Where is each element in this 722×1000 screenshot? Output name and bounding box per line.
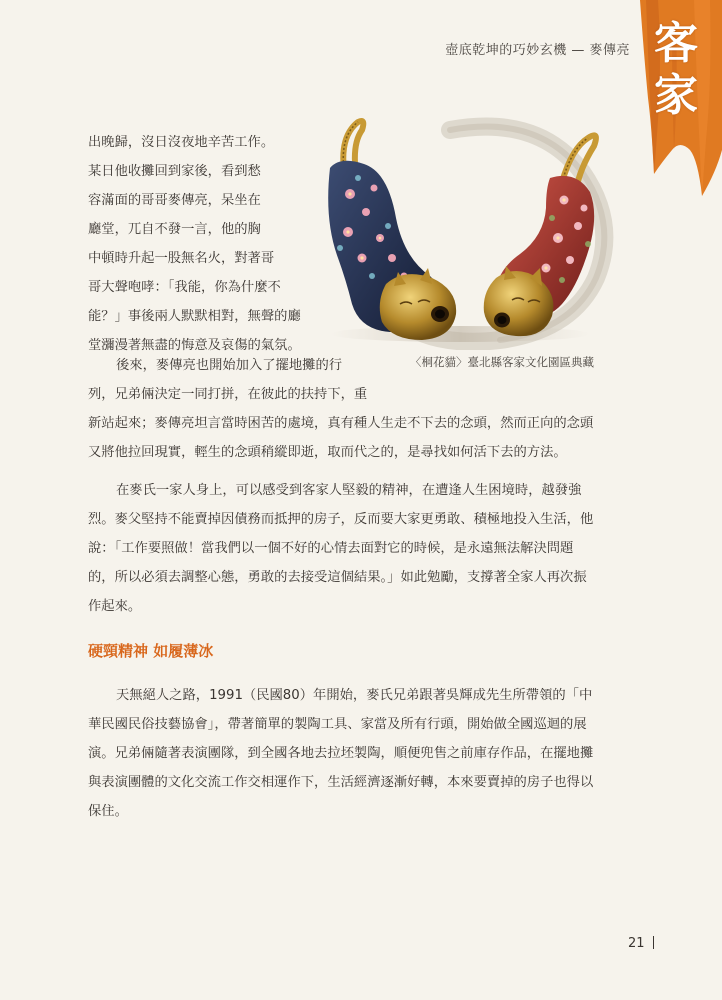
text-line: 天無絕人之路，1991（民國80）年開始，麥氏兄弟跟著吳輝成先生所帶領的「中 [116,688,593,703]
text-line: 說：「工作要照做！當我們以一個不好的心情去面對它的時候，是永遠無法解決問題 [88,541,574,556]
text-line: 與表演團體的文化交流工作交相運作下，生活經濟逐漸好轉，本來要賣掉的房子也得以 [88,775,594,790]
artwork-illustration [300,108,620,350]
text-line: 出晚歸，沒日沒夜地辛苦工作。 [88,135,275,150]
text-line: 在麥氏一家人身上，可以感受到客家人堅毅的精神，在遭逢人生困境時，越發強 [116,483,582,498]
text-line: 華民國民俗技藝協會」，帶著簡單的製陶工具、家當及所有行頭，開始做全國巡迴的展 [88,717,587,732]
text-line: 容滿面的哥哥麥傳亮，呆坐在 [88,193,261,208]
paragraph-1 [88,128,308,360]
text-line: 堂瀰漫著無盡的悔意及哀傷的氣氛。 [88,338,301,353]
page-number[interactable] [628,936,654,951]
paragraph-2 [88,351,628,467]
paragraph-4 [88,681,628,826]
text-line: 能？」事後兩人默默相對，無聲的廳 [88,309,301,324]
text-line: 烈。麥父堅持不能賣掉因債務而抵押的房子，反而要大家更勇敢、積極地投入生活，他 [88,512,594,527]
page-number-rule [653,936,654,949]
text-line: 列，兄弟倆決定一同打拼，在彼此的扶持下，重 [88,387,368,402]
text-line: 廳堂，兀自不發一言，他的胸 [88,222,261,237]
page-number-text: 21 [628,936,645,951]
text-line: 新站起來；麥傳亮坦言當時困苦的處境，真有種人生走不下去的念頭，然而正向的念頭 [88,416,594,431]
text-line: 某日他收攤回到家後，看到愁 [88,164,261,179]
text-line: 演。兄弟倆隨著表演團隊，到全國各地去拉坯製陶，順便兜售之前庫存作品，在擺地攤 [88,746,594,761]
figure-caption: 〈桐花貓〉臺北縣客家文化園區典藏 [410,355,594,369]
text-line: 作起來。 [88,599,142,614]
text-line: 又將他拉回現實，輕生的念頭稍縱即逝，取而代之的，是尋找如何活下去的方法。 [88,445,567,460]
paragraph-3 [88,476,628,621]
section-heading: 硬頸精神 如履薄冰 [88,642,214,660]
text-line: 哥大聲咆哮：「我能，你為什麼不 [88,280,281,295]
text-line: 的，所以必須去調整心態，勇敢的去接受這個結果。」如此勉勵，支撐著全家人再次振 [88,570,587,585]
text-line: 中頓時升起一股無名火，對著哥 [88,251,275,266]
running-header[interactable]: 壺底乾坤的巧妙玄機 — 麥傳亮 [445,43,630,58]
text-line: 後來，麥傳亮也開始加入了擺地攤的行 [116,358,343,373]
text-line: 保住。 [88,804,128,819]
left-pipe-head [380,274,456,340]
banner-title: 客家 [654,18,698,121]
